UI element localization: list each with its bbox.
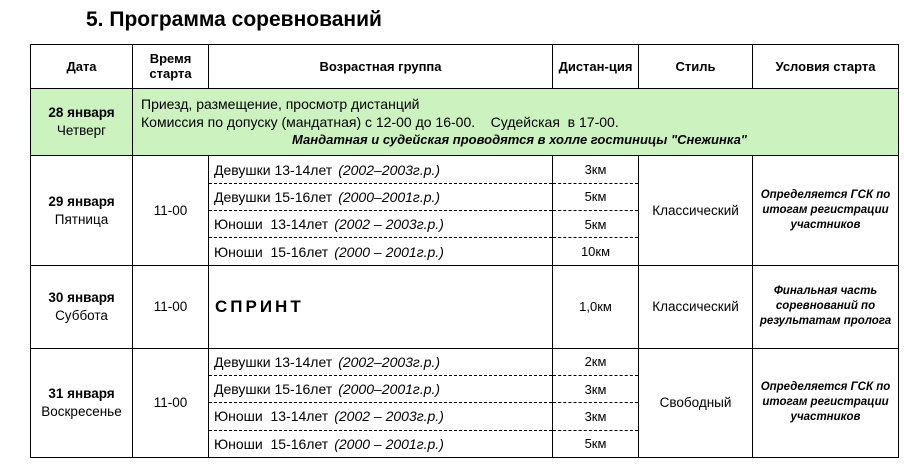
day3-distance: 1,0км	[553, 265, 639, 348]
day3-date-cell	[31, 265, 133, 348]
header-row	[31, 45, 899, 89]
header-distance: Дистан-ция	[553, 45, 639, 89]
day3-weekday: Суббота	[55, 307, 108, 323]
day1-row	[31, 88, 899, 155]
day1-note: Мандатная и судейская проводятся в холле гостиницы "Снежинка"	[292, 132, 747, 148]
day1-date: 28 января	[48, 105, 115, 121]
list-item: Юноши 13-14лет (2002 – 2003г.р.)	[209, 402, 552, 429]
day3-time: 11-00	[133, 265, 209, 348]
header-age-group: Возрастная группа	[209, 45, 553, 89]
list-item: Девушки 15-16лет (2000–2001г.р.)	[209, 375, 552, 402]
list-item: Девушки 13-14лет (2002–2003г.р.)	[214, 161, 441, 178]
day4-conditions: Определяется ГСК по итогам регистрации участников	[753, 348, 899, 457]
day4-style: Свободный	[639, 348, 753, 457]
distance-value: 10км	[553, 237, 638, 264]
day2-date: 29 января	[48, 193, 115, 209]
header-conditions: Условия старта	[753, 45, 899, 89]
day4-date: 31 января	[48, 385, 115, 401]
day2-time: 11-00	[133, 156, 209, 265]
header-style: Стиль	[639, 45, 753, 89]
day1-info-cell	[133, 88, 899, 155]
competition-schedule-table	[30, 44, 899, 458]
day2-style: Классический	[639, 156, 753, 265]
day4-time: 11-00	[133, 348, 209, 457]
header-start-time: Время старта	[133, 45, 209, 89]
day4-row	[31, 348, 899, 457]
day3-event: СПРИНТ	[209, 265, 553, 348]
day2-conditions: Определяется ГСК по итогам регистрации участников	[753, 156, 899, 265]
page-title: 5. Программа соревнований	[86, 8, 382, 31]
day3-row	[31, 265, 899, 348]
distance-value: 5км	[553, 210, 638, 237]
day1-line1: Приезд, размещение, просмотр дистанций	[141, 96, 420, 113]
day3-style: Классический	[639, 265, 753, 348]
distance-value: 2км	[584, 354, 607, 370]
day3-conditions: Финальная часть соревнований по результатам пролога	[753, 265, 899, 348]
day4-date-cell	[31, 348, 133, 457]
list-item: Девушки 15-16лет (2000–2001г.р.)	[209, 183, 552, 210]
header-date: Дата	[31, 45, 133, 89]
day2-age-groups	[209, 156, 553, 265]
list-item: Юноши 13-14лет (2002 – 2003г.р.)	[209, 210, 552, 237]
day2-distances	[553, 156, 639, 265]
day1-weekday: Четверг	[56, 123, 107, 139]
day2-weekday: Пятница	[54, 211, 109, 227]
distance-value: 5км	[553, 430, 638, 457]
day1-line2: Комиссия по допуску (мандатная) с 12-00 до 16-00. Судейская в 17-00.	[141, 114, 619, 131]
day4-age-groups	[209, 348, 553, 457]
list-item: Юноши 15-16лет (2000 – 2001г.р.)	[209, 430, 552, 457]
distance-value: 3км	[553, 402, 638, 429]
day1-date-cell	[31, 88, 133, 155]
day2-date-cell	[31, 156, 133, 265]
day4-distances	[553, 348, 639, 457]
list-item: Юноши 15-16лет (2000 – 2001г.р.)	[209, 237, 552, 264]
distance-value: 3км	[553, 375, 638, 402]
distance-value: 3км	[584, 162, 607, 178]
list-item: Девушки 13-14лет (2002–2003г.р.)	[214, 353, 441, 370]
day4-weekday: Воскресенье	[41, 403, 122, 419]
distance-value: 5км	[553, 183, 638, 210]
day3-date: 30 января	[48, 289, 115, 305]
day2-row	[31, 156, 899, 265]
